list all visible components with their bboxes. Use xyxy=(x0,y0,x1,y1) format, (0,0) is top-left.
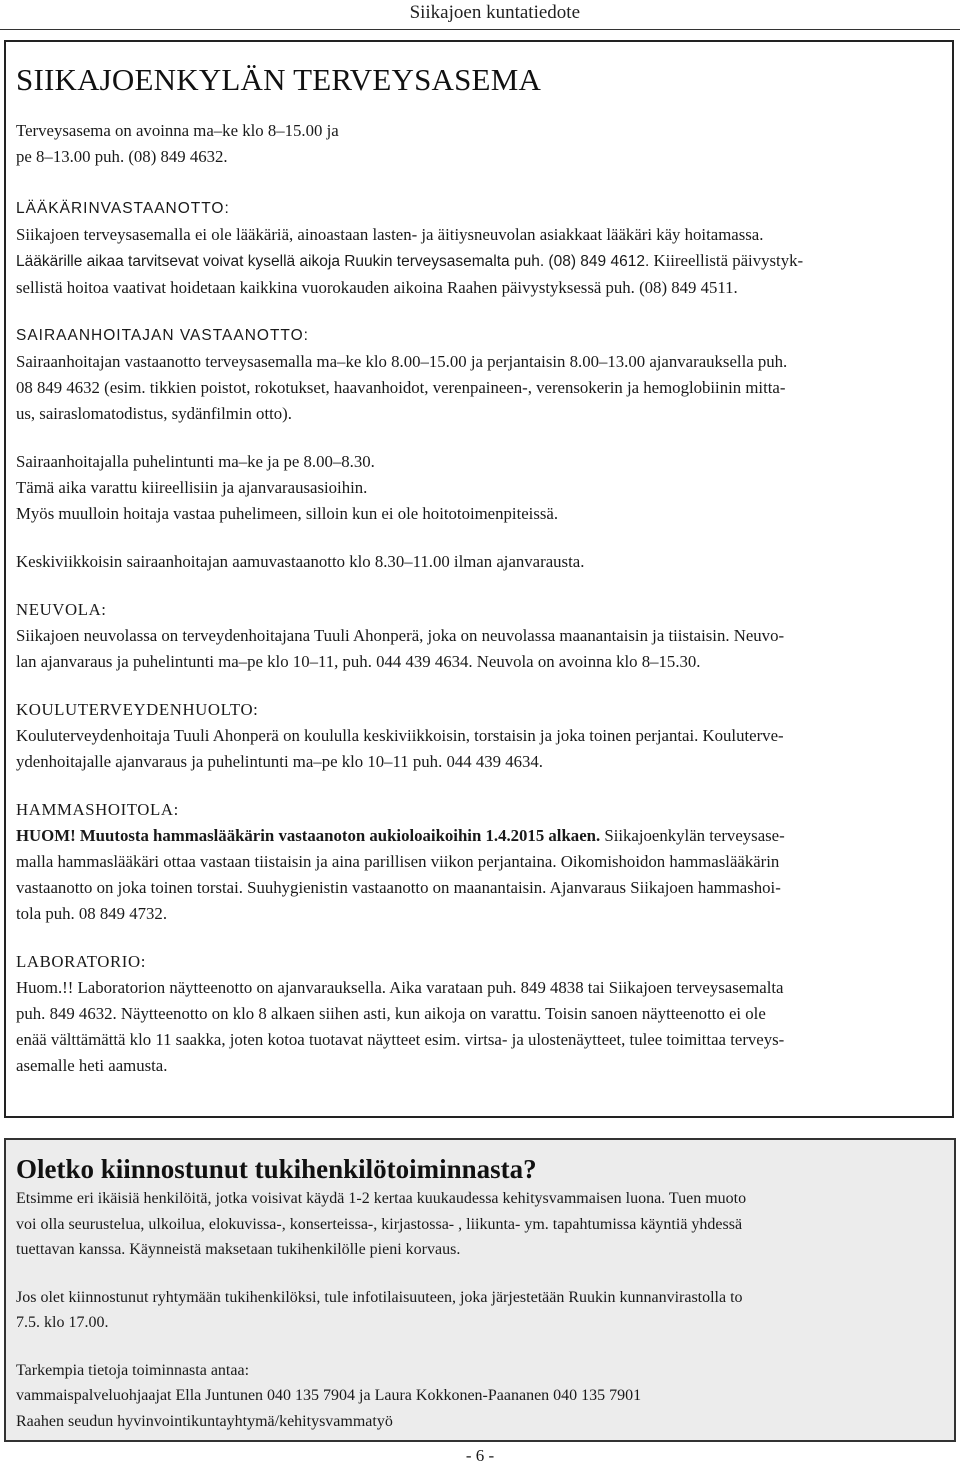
dental-line-4: tola puh. 08 849 4732. xyxy=(16,904,168,923)
support-p3-line-2: vammaispalveluohjaajat Ella Juntunen 040 135 7904 ja Laura Kokkonen-Paananen 040 135 7901 xyxy=(16,1387,642,1404)
health-station-box xyxy=(4,40,954,1118)
page-title: SIIKAJOENKYLÄN TERVEYSASEMA xyxy=(16,62,542,97)
nurse-p2-line-1: Sairaanhoitajalla puhelintunti ma–ke ja pe 8.00–8.30. xyxy=(16,452,375,471)
support-title: Oletko kiinnostunut tukihenkilötoiminnasta? xyxy=(16,1154,537,1184)
doctor-line-3: sellistä hoitoa vaativat hoidetaan kaikkina vuorokauden aikoina Raahen päivystyksessä puh. (08) 849 4511. xyxy=(16,278,738,297)
laboratory-line-4: asemalle heti aamusta. xyxy=(16,1056,168,1075)
nurse-heading: SAIRAANHOITAJAN VASTAANOTTO: xyxy=(16,327,309,344)
doctor-heading: LÄÄKÄRINVASTAANOTTO: xyxy=(16,200,230,217)
support-person-box xyxy=(4,1138,956,1442)
doctor-line-2-rest: Kiireellistä päivystyk- xyxy=(649,251,804,270)
laboratory-line-3: enää välttämättä klo 11 saakka, joten kotoa tuotavat näytteet esim. virtsa- ja ulostenäytteet, tulee toimittaa terveys- xyxy=(16,1030,785,1049)
support-p1-line-2: voi olla seurustelua, ulkoilua, elokuvissa-, konserteissa-, kirjastossa- , liikunta- ym. tapahtumissa käyntiä yhdessä xyxy=(16,1215,743,1233)
page-number: - 6 - xyxy=(465,1446,495,1465)
support-p2-line-1: Jos olet kiinnostunut ryhtymään tukihenkilöksi, tule infotilaisuuteen, joka järjestetään Ruukin kunnanvirastolla to xyxy=(16,1288,743,1306)
neuvola-line-2: lan ajanvaraus ja puhelintunti ma–pe klo 10–11, puh. 044 439 4634. Neuvola on avoinna klo 8–15.30. xyxy=(16,652,701,671)
laboratory-line-2: puh. 849 4632. Näytteenotto on klo 8 alkaen siihen asti, kun aikoja on varattu. Toisin sanoen näytteenotto ei ole xyxy=(16,1004,766,1023)
dental-line-1 xyxy=(16,823,942,849)
doctor-line-2 xyxy=(16,248,942,275)
dental-line-1-rest: Siikajoenkylän terveysase- xyxy=(600,826,785,845)
dental-line-3: vastaanotto on joka toinen torstai. Suuhygienistin vastaanotto on maanantaisin. Ajanvaraus Siikajoen hammashoi- xyxy=(16,878,781,897)
dental-notice: HUOM! Muutosta hammaslääkärin vastaanoton aukioloaikoihin 1.4.2015 alkaen. xyxy=(16,826,601,845)
intro-line-2: pe 8–13.00 puh. (08) 849 4632. xyxy=(16,147,228,166)
nurse-p1-line-3: us, sairaslomatodistus, sydänfilmin otto). xyxy=(16,404,292,423)
school-health-line-1: Kouluterveydenhoitaja Tuuli Ahonperä on koululla keskiviikkoisin, torstaisin ja joka toinen perjantai. Kouluterve- xyxy=(16,726,784,745)
nurse-p1-line-2: 08 849 4632 (esim. tikkien poistot, rokotukset, haavanhoidot, verenpaineen-, verensokerin ja hemoglobiinin mitta- xyxy=(16,378,786,397)
nurse-p2-line-3: Myös muulloin hoitaja vastaa puhelimeen, silloin kun ei ole hoitotoimenpiteissä. xyxy=(16,504,559,523)
neuvola-heading: NEUVOLA: xyxy=(16,600,107,619)
laboratory-heading: LABORATORIO: xyxy=(16,952,146,971)
running-header-title: Siikajoen kuntatiedote xyxy=(409,2,580,23)
support-p2-line-2: 7.5. klo 17.00. xyxy=(16,1314,109,1331)
nurse-p1-line-1: Sairaanhoitajan vastaanotto terveysasemalla ma–ke klo 8.00–15.00 ja perjantaisin 8.00–13.00 ajanvarauksella puh. xyxy=(16,352,788,371)
dental-heading: HAMMASHOITOLA: xyxy=(16,800,179,819)
dental-line-2: malla hammaslääkäri ottaa vastaan tiistaisin ja aina parillisen viikon perjantaina. Oikomishoidon hammaslääkärin xyxy=(16,852,780,871)
header-rule xyxy=(0,29,960,30)
support-p3-line-1: Tarkempia tietoja toiminnasta antaa: xyxy=(16,1361,250,1379)
nurse-p2-line-2: Tämä aika varattu kiireellisiin ja ajanvarausasioihin. xyxy=(16,478,368,497)
nurse-p3: Keskiviikkoisin sairaanhoitajan aamuvastaanotto klo 8.30–11.00 ilman ajanvarausta. xyxy=(16,552,585,571)
laboratory-line-1: Huom.!! Laboratorion näytteenotto on ajanvarauksella. Aika varataan puh. 849 4838 tai Siikajoen terveysasemalta xyxy=(16,978,784,997)
school-health-line-2: ydenhoitajalle ajanvaraus ja puhelintunti ma–pe klo 10–11 puh. 044 439 4634. xyxy=(16,752,543,771)
doctor-line-1: Siikajoen terveysasemalla ei ole lääkäriä, ainoastaan lasten- ja äitiysneuvolan asiakkaat lääkäri käy hoitamassa. xyxy=(16,225,764,244)
support-p1-line-1: Etsimme eri ikäisiä henkilöitä, jotka voisivat käydä 1-2 kertaa kuukaudessa kehitysvammaisen luona. Tuen muoto xyxy=(16,1190,747,1207)
support-p1-line-3: tuettavan kanssa. Käynneistä maksetaan tukihenkilölle pieni korvaus. xyxy=(16,1241,461,1258)
support-p3-line-3: Raahen seudun hyvinvointikuntayhtymä/kehitysvammatyö xyxy=(16,1412,393,1430)
school-health-heading: KOULUTERVEYDENHUOLTO: xyxy=(16,700,259,719)
doctor-line-2-sans: Lääkärille aikaa tarvitsevat voivat kysellä aikoja Ruukin terveysasemalta puh. (08) 849 4612. xyxy=(16,253,650,270)
intro-line-1: Terveysasema on avoinna ma–ke klo 8–15.00 ja xyxy=(16,121,339,140)
neuvola-line-1: Siikajoen neuvolassa on terveydenhoitajana Tuuli Ahonperä, joka on neuvolassa maanantaisin ja tiistaisin. Neuvo- xyxy=(16,626,785,645)
